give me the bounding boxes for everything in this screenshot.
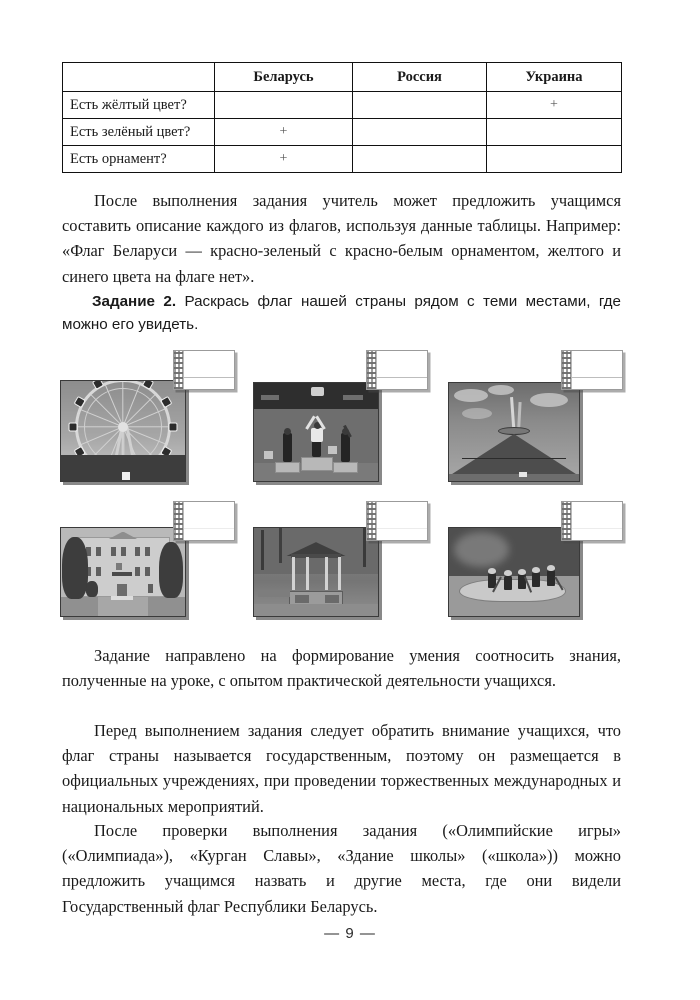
rafter-helmet [518, 569, 526, 575]
window [121, 547, 126, 556]
task-2-label: Задание 2. [92, 293, 177, 310]
rafter-helmet [504, 570, 512, 576]
photo-ferris-wheel [60, 380, 186, 482]
entrance-steps [111, 596, 133, 600]
table-header-belarus: Беларусь [215, 63, 353, 92]
table-cell-question: Есть орнамент? [63, 146, 215, 173]
table-cell-mark [487, 119, 622, 146]
field-marker [328, 446, 337, 454]
table-cell-question: Есть жёлтый цвет? [63, 92, 215, 119]
table-row [63, 146, 622, 173]
table-cell-question: Есть зелёный цвет? [63, 119, 215, 146]
rafter [547, 569, 555, 586]
cloud [488, 385, 514, 395]
photo-olympic-podium [253, 382, 379, 482]
flag-comparison-table [62, 62, 622, 173]
sun-glare [454, 532, 509, 567]
rafting-scene [449, 528, 579, 616]
athlete-second [283, 433, 292, 462]
tree [159, 542, 183, 598]
rafter [504, 575, 512, 590]
rafter [532, 571, 540, 587]
table-header-blank [63, 63, 215, 92]
paragraph-after-table: После выполнения задания учитель может предложить учащимся составить описание каждого из флагов, используя данные таблицы. Например: «Флаг Беларуси — красно-зеленый с красно-белым орнаментом, желтого и синего цвета на флаге нет». [62, 191, 621, 286]
tree [62, 537, 88, 599]
table-row [63, 119, 622, 146]
stand-banner [261, 395, 279, 400]
table-cell-mark [487, 146, 622, 173]
wheel-cabin [169, 423, 178, 432]
gazebo-post [338, 557, 341, 590]
mound-of-glory-scene [449, 383, 579, 481]
flag-ornament-strip [562, 351, 572, 389]
window [148, 584, 153, 593]
wheel-cabin [69, 423, 78, 432]
table-cell-mark [353, 146, 487, 173]
monument-ring [498, 427, 530, 435]
task-2-text: Раскрась флаг нашей страны рядом с теми местами, где можно его увидеть. [62, 293, 621, 333]
cloud [454, 389, 488, 402]
paragraph-aim: Задание направлено на формирование умения соотносить знания, полученные на уроке, с опытом практической деятельности учащихся. [62, 646, 621, 691]
gazebo-post [306, 557, 309, 590]
mound-stair-line [462, 458, 566, 460]
podium-block-first [301, 457, 333, 472]
table-cell-mark [353, 119, 487, 146]
ground [254, 604, 378, 616]
flag-divider-line [183, 377, 234, 378]
wheel-cabin [119, 380, 128, 382]
shrub [86, 581, 98, 597]
flag-ornament-strip [174, 351, 184, 389]
paragraph-after-check: После проверки выполнения задания («Олимпийские игры» («Олимпиада»), «Курган Славы», «Здание школы» («школа»)) можно предложить учащимся назвать и другие места, где они видели Государственный флаг Республики Беларусь. [62, 821, 621, 916]
podium-block-third [333, 462, 358, 473]
balustrade-panel [295, 595, 309, 603]
window [111, 547, 116, 556]
photo-gazebo [253, 527, 379, 617]
table-header-russia: Россия [353, 63, 487, 92]
window [135, 567, 140, 576]
podium-block-second [275, 462, 300, 473]
olympic-podium-scene [254, 383, 378, 481]
entrance-door [117, 584, 127, 596]
flag-outline-ferris-wheel[interactable] [173, 350, 235, 390]
gazebo-scene [254, 528, 378, 616]
photo-school [60, 527, 186, 617]
table-header-row [63, 63, 622, 92]
rafter-helmet [488, 568, 496, 574]
photo-mound-of-glory [448, 382, 580, 482]
flag-outline-mound-of-glory[interactable] [561, 350, 623, 390]
table-row [63, 92, 622, 119]
flag-divider-line [571, 528, 622, 529]
flag-ornament-strip [562, 502, 572, 540]
school-scene [61, 528, 185, 616]
gazebo-roof-eave [291, 554, 341, 558]
table-cell-mark: + [215, 119, 353, 146]
tree-trunk [279, 528, 282, 563]
window [145, 567, 150, 576]
grass [449, 474, 579, 481]
task-2-heading [62, 291, 621, 336]
page-number: — 9 — [324, 925, 376, 942]
ferris-wheel-scene [61, 381, 185, 481]
flag-outline-olympic-podium[interactable] [366, 350, 428, 390]
visitor-figure [519, 472, 527, 477]
table-cell-mark [353, 92, 487, 119]
cloud [530, 393, 568, 407]
building-emblem [116, 563, 122, 570]
field-marker [264, 451, 273, 459]
gazebo-post [325, 557, 328, 590]
window [96, 567, 101, 576]
flag-divider-line [183, 528, 234, 529]
fence-rail [258, 590, 290, 597]
gazebo-post [292, 557, 295, 590]
athlete-first-torso [311, 428, 323, 442]
flag-ornament-strip [367, 502, 377, 540]
table-cell-mark: + [487, 92, 622, 119]
window [96, 547, 101, 556]
balustrade-panel [325, 595, 339, 603]
table-header-ukraine: Украина [487, 63, 622, 92]
window [135, 547, 140, 556]
flag-outline-gazebo[interactable] [366, 501, 428, 541]
paragraph-before-task: Перед выполнением задания следует обратить внимание учащихся, что флаг страны называется государственным, поэтому он размещается в официальных учреждениях, при проведении торжественных международных и национальных мероприятий. [62, 721, 621, 816]
flag-ornament-strip [174, 502, 184, 540]
flag-divider-line [376, 377, 427, 378]
flag-divider-line [571, 377, 622, 378]
flag-outline-rafting[interactable] [561, 501, 623, 541]
olympic-rings-banner [311, 387, 324, 396]
base-highlight [122, 472, 130, 480]
rafter-helmet [547, 565, 555, 571]
window [145, 547, 150, 556]
flag-ornament-strip [367, 351, 377, 389]
table-cell-mark [215, 92, 353, 119]
rafter-helmet [532, 567, 540, 573]
wheel-hub [118, 422, 128, 432]
flag-divider-line [376, 528, 427, 529]
tree-trunk [261, 530, 264, 570]
athlete-second-head [284, 428, 291, 435]
table-cell-mark: + [215, 146, 353, 173]
flag-outline-school[interactable] [173, 501, 235, 541]
stand-banner [343, 395, 363, 400]
school-sign [112, 572, 132, 576]
